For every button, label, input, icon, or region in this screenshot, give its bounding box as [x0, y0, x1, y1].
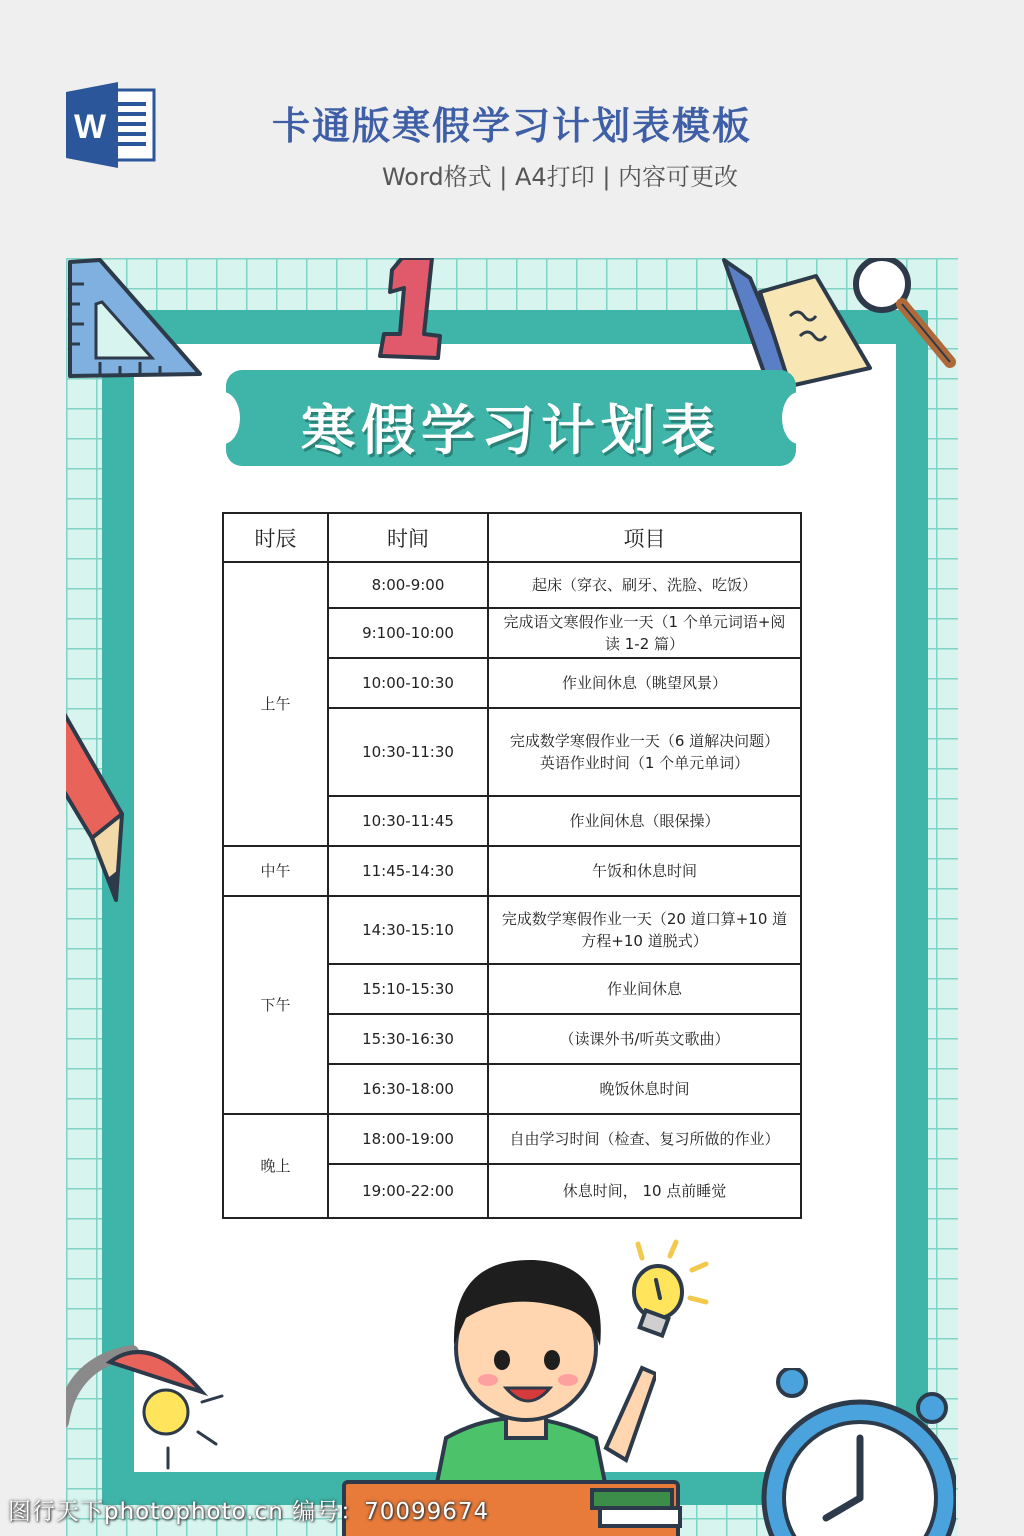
- triangle-ruler-icon: [66, 258, 210, 388]
- page-subtitle: Word格式 | A4打印 | 内容可更改: [381, 163, 739, 191]
- period-cell: 下午: [223, 896, 328, 1114]
- page-title: 卡通版寒假学习计划表模板: [271, 104, 752, 148]
- magnifier-icon: [850, 258, 958, 370]
- period-cell: 中午: [223, 846, 328, 896]
- column-header-time: 时间: [328, 513, 488, 562]
- item-cell: （读课外书/听英文歌曲）: [488, 1014, 801, 1064]
- item-cell: 晚饭休息时间: [488, 1064, 801, 1114]
- time-cell: 14:30-15:10: [328, 896, 488, 964]
- books-icon: [586, 1484, 686, 1536]
- time-cell: 16:30-18:00: [328, 1064, 488, 1114]
- item-cell: 完成数学寒假作业一天（20 道口算+10 道方程+10 道脱式）: [488, 896, 801, 964]
- item-cell: 起床（穿衣、刷牙、洗脸、吃饭）: [488, 562, 801, 608]
- column-header-item: 项目: [488, 513, 801, 562]
- period-cell: 上午: [223, 562, 328, 846]
- time-cell: 15:30-16:30: [328, 1014, 488, 1064]
- poster: [66, 258, 958, 1536]
- time-cell: 10:30-11:45: [328, 796, 488, 846]
- table-row: [223, 1114, 801, 1164]
- time-cell: 9:100-10:00: [328, 608, 488, 658]
- item-cell: 作业间休息（眺望风景）: [488, 658, 801, 708]
- number-one-icon: [376, 258, 446, 360]
- item-cell: 完成数学寒假作业一天（6 道解决问题） 英语作业时间（1 个单元单词）: [488, 708, 801, 796]
- item-cell: 自由学习时间（检查、复习所做的作业）: [488, 1114, 801, 1164]
- schedule-table: [222, 512, 802, 1219]
- title-banner: [226, 370, 796, 466]
- period-cell: 晚上: [223, 1114, 328, 1218]
- time-cell: 18:00-19:00: [328, 1114, 488, 1164]
- time-cell: 15:10-15:30: [328, 964, 488, 1014]
- time-cell: 19:00-22:00: [328, 1164, 488, 1218]
- time-cell: 10:00-10:30: [328, 658, 488, 708]
- item-cell: 休息时间， 10 点前睡觉: [488, 1164, 801, 1218]
- time-cell: 11:45-14:30: [328, 846, 488, 896]
- pencil-icon: [66, 710, 126, 906]
- item-cell: 午饭和休息时间: [488, 846, 801, 896]
- alarm-clock-icon: [756, 1368, 956, 1536]
- table-header-row: [223, 513, 801, 562]
- column-header-period: 时辰: [223, 513, 328, 562]
- time-cell: 8:00-9:00: [328, 562, 488, 608]
- word-icon-letter: W: [73, 108, 107, 146]
- banner-title: 寒假学习计划表: [301, 399, 721, 462]
- item-cell: 作业间休息（眼保操）: [488, 796, 801, 846]
- table-row: [223, 562, 801, 608]
- table-row: [223, 896, 801, 964]
- item-cell: 完成语文寒假作业一天（1 个单元词语+阅读 1-2 篇）: [488, 608, 801, 658]
- item-cell: 作业间休息: [488, 964, 801, 1014]
- watermark: 图行天下photophoto.cn 编号：70099674: [8, 1499, 490, 1525]
- time-cell: 10:30-11:30: [328, 708, 488, 796]
- table-row: [223, 846, 801, 896]
